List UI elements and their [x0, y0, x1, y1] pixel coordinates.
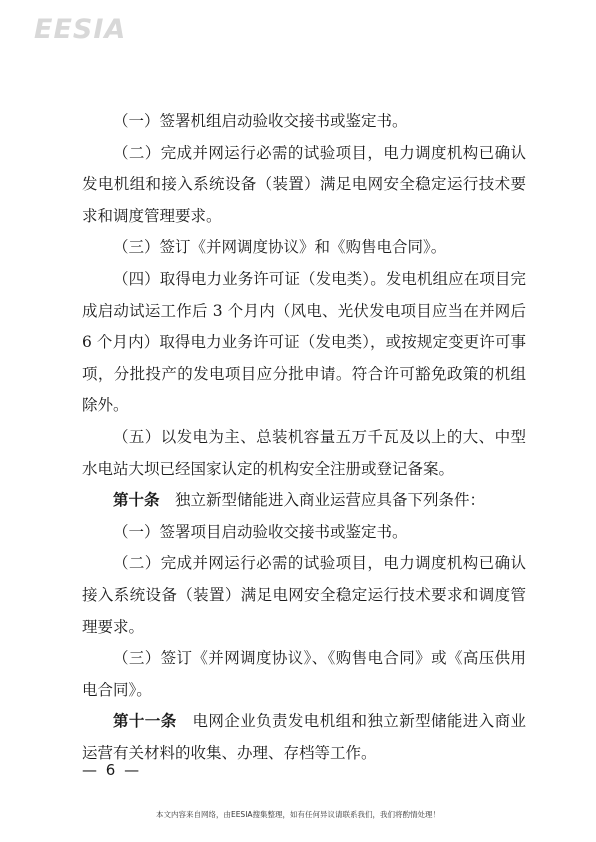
paragraph-5: [82, 422, 526, 485]
article-10: [82, 485, 526, 517]
paragraph-7: [82, 517, 526, 549]
paragraph-text: （五）以发电为主、总装机容量五万千瓦及以上的大、中型水电站大坝已经国家认定的机构安全注册或登记备案。: [82, 427, 526, 478]
paragraph-8: [82, 548, 526, 643]
article-text: 电网企业负责发电机组和独立新型储能进入商业运营有关材料的收集、办理、存档等工作。: [82, 712, 526, 762]
eesia-logo: EESIA: [34, 14, 127, 45]
paragraph-9: [82, 643, 526, 706]
paragraph-3: [82, 232, 526, 264]
article-heading: 第十条: [113, 491, 160, 510]
paragraph-text: （二）完成并网运行必需的试验项目，电力调度机构已确认接入系统设备（装置）满足电网安全稳定运行技术要求和调度管理要求。: [82, 554, 526, 636]
paragraph-text: （四）取得电力业务许可证（发电类）。发电机组应在项目完成启动试运工作后 3 个月内（风电、光伏发电项目应当在并网后 6 个月内）取得电力业务许可证（发电类），或按规定变更许可事项，分批投产的发电项目应分批申请。符合许可豁免政策的机组除外。: [82, 269, 526, 415]
paragraph-1: [82, 106, 526, 138]
paragraph-4: [82, 264, 526, 422]
paragraph-text: （三）签订《并网调度协议》、《购售电合同》或《高压供用电合同》。: [82, 649, 526, 699]
article-11: [82, 706, 526, 769]
article-heading: 第十一条: [113, 712, 177, 731]
footer-disclaimer: 本文内容来自网络，由EESIA搜集整理，如有任何异议请联系我们，我们将酌情处理！: [155, 810, 441, 819]
paragraph-text: （一）签署项目启动验收交接书或鉴定书。: [113, 522, 408, 541]
paragraph-text: （二）完成并网运行必需的试验项目，电力调度机构已确认发电机组和接入系统设备（装置）满足电网安全稳定运行技术要求和调度管理要求。: [82, 143, 526, 225]
article-text: 独立新型储能进入商业运营应具备下列条件：: [159, 491, 486, 510]
paragraph-text: （一）签署机组启动验收交接书或鉴定书。: [113, 112, 408, 130]
page-number: — 6 —: [82, 761, 142, 779]
paragraph-text: （三）签订《并网调度协议》和《购售电合同》。: [113, 238, 447, 257]
paragraph-2: [82, 138, 526, 233]
document-body: [82, 106, 526, 769]
